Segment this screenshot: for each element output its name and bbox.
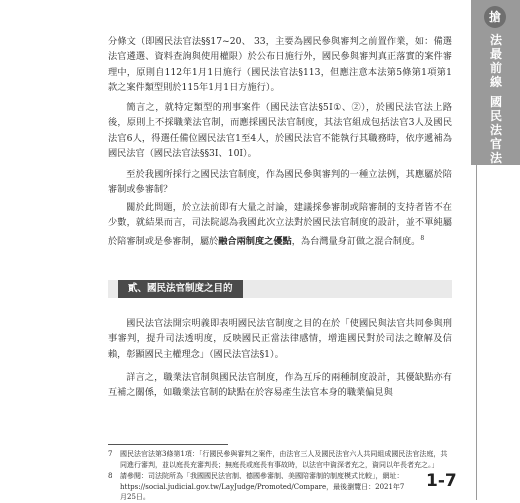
tab-char: 民 (489, 109, 502, 123)
paragraph-2 (108, 100, 452, 161)
paragraph-text: 簡言之，就特定類型的刑事案件（國民法官法§5Ⅰ①、②），於國民法官法上路後，原則上不採職業法官制，而應採國民法官制度，其法官組成包括法官3人及國民法官6人，得選任備位國民法官1至4人，於國民法官不能執行其職務時，依序遞補為國民法官（國民法官法§§3Ⅰ、10Ⅰ）。 (108, 102, 452, 159)
paragraph-text: 分條文（即國民法官法§§17~20、 33，主要為國民參與審判之前置作業，如：備選法官遴選、資料查詢與使用權限）於公布日施行外，國民參與審判真正落實的案件審理中，原則自112年1月1日施行（國民法官法§113，但應注意本法第5條第1項第1款之案件類型則於115年1月1日方施行）。 (108, 36, 452, 93)
tab-badge: 搶 (484, 6, 506, 28)
footnote-text: 國民法官法第3條第1項：「行國民參與審判之案件，由法官三人及國民法官六人共同組成國民法官法庭，共同進行審判，並以庭長充審判長；無庭長或庭長有事故時，以法官中資深者充之，資同以年長者充之。」 (120, 450, 448, 469)
tab-char: 法 (489, 123, 502, 137)
paragraph-4 (108, 200, 452, 249)
paragraph-text: 關於此問題，於立法前即有大量之討論，建議採參審制或陪審制的支持者皆不在少數，就結果而言，司法院認為我國此次立法對於國民法官制度的設計，並不單純屬於陪審制或是參審制，屬於 (108, 202, 452, 247)
paragraph-6 (108, 370, 452, 401)
footnote-divider (108, 444, 228, 445)
footnote-8 (108, 471, 408, 503)
paragraph-1 (108, 34, 452, 95)
tab-char: 前 (489, 61, 502, 75)
emphasis-text: 融合兩制度之優點 (218, 235, 292, 247)
paragraph-5 (108, 316, 452, 362)
tab-char: 法 (489, 151, 502, 165)
footnote-number: 7 (108, 450, 113, 458)
footnote-number: 8 (108, 472, 113, 480)
section-heading: 貳、國民法官制度之目的 (118, 280, 243, 298)
footnote-7 (108, 449, 452, 470)
paragraph-3 (108, 167, 452, 198)
paragraph-text: 國民法官法開宗明義即表明國民法官制度之目的在於「使國民與法官共同參與刑事審判，提升司法透明度，反映國民正當法律感情，增進國民對於司法之瞭解及信賴，彰顯國民主權理念」（國民法官法§1）。 (108, 318, 452, 360)
page-number: 1-7 (426, 471, 457, 491)
paragraph-text: 詳言之，職業法官制與國民法官制度，作為互斥的兩種制度設計，其優缺點亦有互補之關係，如職業法官制的缺點在於容易產生法官本身的職業偏見與 (108, 372, 452, 399)
chapter-side-tab (471, 0, 520, 165)
tab-char: 國 (489, 95, 502, 109)
footnote-ref: 8 (420, 234, 425, 242)
paragraph-text: ，為台灣量身訂做之混合制度。 (291, 235, 421, 247)
side-rule (476, 165, 477, 500)
footnote-text: 請參閱：司法院所為「我國國民法官制、德國參審制、美國陪審制的制度模式比較」，網址：https://social.judicial.gov.tw/LayJudge/Promoted/Compare，最後瀏覽日：2021年7月25日。 (120, 472, 405, 501)
tab-char: 法 (489, 33, 502, 47)
tab-char: 最 (489, 47, 502, 61)
paragraph-text: 至於我國所採行之國民法官制度，作為國民參與審判的一種立法例，其應屬於陪審制或參審制？ (108, 169, 452, 196)
tab-char: 官 (489, 137, 502, 151)
tab-char: 線 (489, 75, 502, 89)
